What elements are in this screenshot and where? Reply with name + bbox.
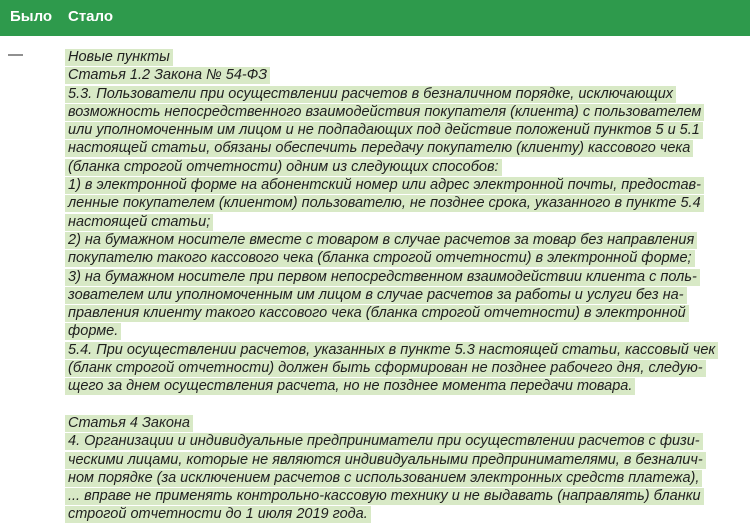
table-header bbox=[0, 0, 750, 36]
highlighted-text: щего за днем осуществления расчета, но не позднее момента передачи товара. bbox=[65, 378, 635, 395]
highlighted-text: 2) на бумажном носителе вместе с товаром в случае расчетов за товар без направления bbox=[65, 232, 697, 249]
text-line bbox=[65, 85, 745, 103]
highlighted-text: ... вправе не применять контрольно-кассовую технику и не выдавать (направлять) бланки bbox=[65, 488, 704, 505]
highlighted-text: зователем или уполномоченным им лицом в случае расчетов за работы и услуги без на- bbox=[65, 287, 687, 304]
highlighted-text: настоящей статьи; bbox=[65, 214, 213, 231]
highlighted-text: 1) в электронной форме на абонентский номер или адрес электронной почты, предостав- bbox=[65, 177, 704, 194]
was-cell: — bbox=[8, 46, 23, 63]
text-line bbox=[65, 194, 745, 212]
highlighted-text: возможность непосредственного взаимодействия покупателя (клиента) с пользователем bbox=[65, 104, 704, 121]
highlighted-text: 5.4. При осуществлении расчетов, указанных в пункте 5.3 настоящей статьи, кассовый чек bbox=[65, 342, 718, 359]
text-line bbox=[65, 66, 745, 84]
text-line bbox=[65, 286, 745, 304]
text-line bbox=[65, 377, 745, 395]
highlighted-text: строгой отчетности до 1 июля 2019 года. bbox=[65, 506, 371, 523]
highlighted-text: Статья 4 Закона bbox=[65, 415, 193, 432]
text-line bbox=[65, 432, 745, 450]
highlighted-text: Новые пункты bbox=[65, 49, 173, 66]
text-line bbox=[65, 359, 745, 377]
highlighted-text: или уполномоченным им лицом и не подпадающих под действие положений пунктов 5 и 5.1 bbox=[65, 122, 703, 139]
highlighted-text: ленные покупателем (клиентом) пользователю, не позднее срока, указанного в пункте 5.4 bbox=[65, 195, 704, 212]
highlighted-text: 4. Организации и индивидуальные предприниматели при осуществлении расчетов с физи- bbox=[65, 433, 703, 450]
highlighted-text: настоящей статьи, обязаны обеспечить передачу покупателю (клиенту) кассового чека bbox=[65, 140, 693, 157]
column-header-now: Стало bbox=[68, 8, 114, 25]
text-line bbox=[65, 158, 745, 176]
text-line bbox=[65, 249, 745, 267]
text-line bbox=[65, 176, 745, 194]
text-line bbox=[65, 505, 745, 523]
highlighted-text: форме. bbox=[65, 323, 121, 340]
now-cell bbox=[65, 48, 745, 524]
text-line bbox=[65, 341, 745, 359]
block-spacer bbox=[65, 396, 745, 414]
highlighted-text: Статья 1.2 Закона № 54-ФЗ bbox=[65, 67, 270, 84]
text-line bbox=[65, 469, 745, 487]
column-header-was: Было bbox=[10, 8, 53, 25]
highlighted-text: 3) на бумажном носителе при первом непосредственном взаимодействии клиента с поль- bbox=[65, 269, 700, 286]
highlighted-text: ном порядке (за исключением расчетов с использованием электронных средств платежа), bbox=[65, 470, 702, 487]
highlighted-text: покупателю такого кассового чека (бланка строгой отчетности) в электронной форме; bbox=[65, 250, 695, 267]
text-line bbox=[65, 231, 745, 249]
text-line bbox=[65, 121, 745, 139]
text-line bbox=[65, 268, 745, 286]
text-line bbox=[65, 48, 745, 66]
new-clauses-block bbox=[65, 48, 745, 396]
text-line bbox=[65, 103, 745, 121]
highlighted-text: 5.3. Пользователи при осуществлении расчетов в безналичном порядке, исключающих bbox=[65, 86, 676, 103]
highlighted-text: ческими лицами, которые не являются индивидуальными предпринимателями, в безналич- bbox=[65, 452, 706, 469]
article-4-block bbox=[65, 414, 745, 524]
highlighted-text: (бланка строгой отчетности) одним из следующих способов: bbox=[65, 159, 502, 176]
text-line bbox=[65, 139, 745, 157]
text-line bbox=[65, 322, 745, 340]
text-line bbox=[65, 213, 745, 231]
highlighted-text: правления клиенту такого кассового чека (бланка строгой отчетности) в электронной bbox=[65, 305, 689, 322]
text-line bbox=[65, 414, 745, 432]
highlighted-text: (бланк строгой отчетности) должен быть сформирован не позднее рабочего дня, следую- bbox=[65, 360, 706, 377]
text-line bbox=[65, 451, 745, 469]
text-line bbox=[65, 487, 745, 505]
text-line bbox=[65, 304, 745, 322]
